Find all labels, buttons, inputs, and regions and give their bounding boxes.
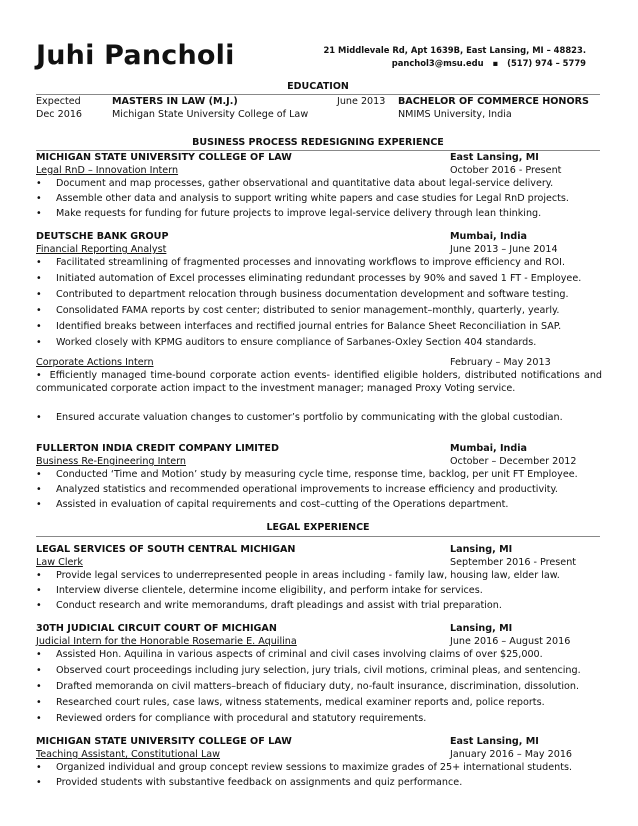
org-location: Mumbai, India bbox=[450, 443, 528, 454]
cc-org-row bbox=[36, 622, 600, 635]
edu-expected-label: Expected bbox=[36, 96, 81, 107]
role-dates: October – December 2012 bbox=[450, 456, 577, 467]
role-dates: September 2016 - Present bbox=[450, 557, 577, 568]
education-title: EDUCATION bbox=[287, 81, 349, 92]
role-dates: October 2016 - Present bbox=[450, 165, 562, 176]
edu-degree-bachelor: BACHELOR OF COMMERCE HONORS bbox=[398, 96, 589, 107]
lssm-org-row bbox=[36, 543, 600, 556]
ta-role-row bbox=[36, 748, 600, 761]
msu-role-row bbox=[36, 164, 600, 177]
role-title: Teaching Assistant, Constitutional Law bbox=[36, 749, 221, 760]
role-title: Legal RnD – Innovation Intern bbox=[36, 165, 179, 176]
org-location: Lansing, MI bbox=[450, 544, 513, 555]
org-location: Lansing, MI bbox=[450, 623, 513, 634]
role-dates: June 2016 – August 2016 bbox=[450, 636, 571, 647]
msu-org-row bbox=[36, 151, 600, 164]
role-title: Business Re-Engineering Intern bbox=[36, 456, 186, 467]
contact-info bbox=[323, 44, 586, 69]
db-role-row bbox=[36, 243, 600, 256]
cc-role-row bbox=[36, 635, 600, 648]
address: 21 Middlevale Rd, Apt 1639B, East Lansing, MI – 48823. bbox=[323, 45, 586, 55]
org-name: MICHIGAN STATE UNIVERSITY COLLEGE OF LAW bbox=[36, 736, 292, 747]
db-role2-row bbox=[36, 356, 600, 369]
role-title: Financial Reporting Analyst bbox=[36, 244, 167, 255]
ta-org-row bbox=[36, 735, 600, 748]
org-name: DEUTSCHE BANK GROUP bbox=[36, 231, 169, 242]
separator: ▪ bbox=[492, 57, 499, 68]
bpr-title: BUSINESS PROCESS REDESIGNING EXPERIENCE bbox=[192, 137, 444, 148]
edu-school-msu: Michigan State University College of Law bbox=[112, 109, 309, 120]
db-org-row bbox=[36, 230, 600, 243]
role-dates: January 2016 – May 2016 bbox=[450, 749, 573, 760]
org-name: LEGAL SERVICES OF SOUTH CENTRAL MICHIGAN bbox=[36, 544, 296, 555]
phone: (517) 974 – 5779 bbox=[507, 57, 586, 68]
edu-school-nmims: NMIMS University, India bbox=[398, 109, 512, 120]
org-location: Mumbai, India bbox=[450, 231, 528, 242]
applicant-name: Juhi Pancholi bbox=[36, 40, 235, 71]
role-dates: February – May 2013 bbox=[450, 357, 551, 368]
bullet-paragraph: • Efficiently managed time-bound corporate action events- identified eligible holders, distributed notifications and communicated corporate action impact to the investment manager; managed Proxy Voting service. bbox=[36, 370, 602, 394]
edu-degree-masters: MASTERS IN LAW (M.J.) bbox=[112, 96, 238, 107]
fic-role-row bbox=[36, 455, 600, 468]
legal-rule bbox=[36, 536, 600, 537]
org-location: East Lansing, MI bbox=[450, 736, 539, 747]
role-title: Corporate Actions Intern bbox=[36, 357, 154, 368]
edu-date-bachelor: June 2013 bbox=[337, 96, 386, 107]
email: panchol3@msu.edu bbox=[391, 57, 484, 68]
org-location: East Lansing, MI bbox=[450, 152, 539, 163]
fic-org-row bbox=[36, 442, 600, 455]
contact-line bbox=[323, 57, 586, 70]
role-title: Law Clerk bbox=[36, 557, 83, 568]
edu-expected-date: Dec 2016 bbox=[36, 109, 83, 120]
org-name: MICHIGAN STATE UNIVERSITY COLLEGE OF LAW bbox=[36, 152, 292, 163]
role-title: Judicial Intern for the Honorable Rosemarie E. Aquilina bbox=[36, 636, 297, 647]
legal-title: LEGAL EXPERIENCE bbox=[266, 522, 370, 533]
resume-page: Juhi Pancholi 21 Middlevale Rd, Apt 1639B, East Lansing, MI – 48823. panchol3@msu.edu ▪ (517) 974 – 5779 EDUCATION Expected Dec 2016 MASTERS IN LAW (M.J.) Michigan State University College of Law June 2013 BACHELOR OF COMMERCE HONORS NMIMS University, India BUSINESS PROCESS REDESIGNING EXPERIENCE MICHIGAN STATE UNIVERSITY COLLEGE OF LAW East Lansing, MI Legal RnD – Innovation Intern October 2016 - Present • Document and map processes, gather observational and quantitative data about legal-service delivery. • Assemble other data and analysis to support writing white papers and case studies for Legal RnD projects. • Make requests for funding for future projects to improve legal-service delivery through lean thinking. DEUTSCHE BANK GROUP Mumbai, India Financial Reporting Analyst June 2013 – June 2014 • Facilitated streamlining of fragmented processes and innovating workflows to improve efficiency and ROI. • Initiated automation of Excel processes eliminating redundant processes by 90% and saved 1 FT - Employee. • Contributed to department relocation through business documentation development and software testing. • Consolidated FAMA reports by cost center; distributed to senior management–monthly, quarterly, yearly. • Identified breaks between interfaces and rectified journal entries for Balance Sheet Reconciliation in SAP. • Worked closely with KPMG auditors to ensure compliance of Sarbanes-Oxley Section 404 standards. Corporate Actions Intern February – May 2013 • Efficiently managed time-bound corporate action events- identified eligible holders, distributed notifications and communicated corporate action impact to the investment manager; managed Proxy Voting service. • Ensured accurate valuation changes to customer’s portfolio by communicating with the global custodian. FULLERTON INDIA CREDIT COMPANY LIMITED Mumbai, India Business Re-Engineering Intern October – December 2012 • Conducted ‘Time and Motion’ study by measuring cycle time, response time, backlog, per unit FT Employee. • Analyzed statistics and recommended operational improvements to increase efficiency and productivity. • Assisted in evaluation of capital requirements and cost–cutting of the Operations department. LEGAL EXPERIENCE LEGAL SERVICES OF SOUTH CENTRAL MICHIGAN Lansing, MI Law Clerk September 2016 - Present • Provide legal services to underrepresented people in areas including - family law, housing law, elder law. • Interview diverse clientele, determine income eligibility, and perform intake for services. • Conduct research and write memorandums, draft pleadings and assist with trial preparation. 30TH JUDICIAL CIRCUIT COURT OF MICHIGAN Lansing, MI Judicial Intern for the Honorable Rosemarie E. Aquilina June 2016 – August 2016 • Assisted Hon. Aquilina in various aspects of criminal and civil cases involving claims of over $25,000. • Observed court proceedings including jury selection, jury trials, civil motions, criminal pleas, and sentencing. • Drafted memoranda on civil matters–breach of fiduciary duty, no-fault insurance, discrimination, dissolution. • Researched court rules, case laws, witness statements, medical examiner reports and, police reports. • Reviewed orders for compliance with procedural and statutory requirements. MICHIGAN STATE UNIVERSITY COLLEGE OF LAW East Lansing, MI Teaching Assistant, Constitutional Law January 2016 – May 2016 • Organized individual and group concept review sessions to maximize grades of 25+ international students. • Provided students with substantive feedback on assignments and quiz performance. bbox=[36, 40, 602, 788]
lssm-role-row bbox=[36, 556, 600, 569]
role-dates: June 2013 – June 2014 bbox=[450, 244, 558, 255]
org-name: 30TH JUDICIAL CIRCUIT COURT OF MICHIGAN bbox=[36, 623, 277, 634]
org-name: FULLERTON INDIA CREDIT COMPANY LIMITED bbox=[36, 443, 279, 454]
